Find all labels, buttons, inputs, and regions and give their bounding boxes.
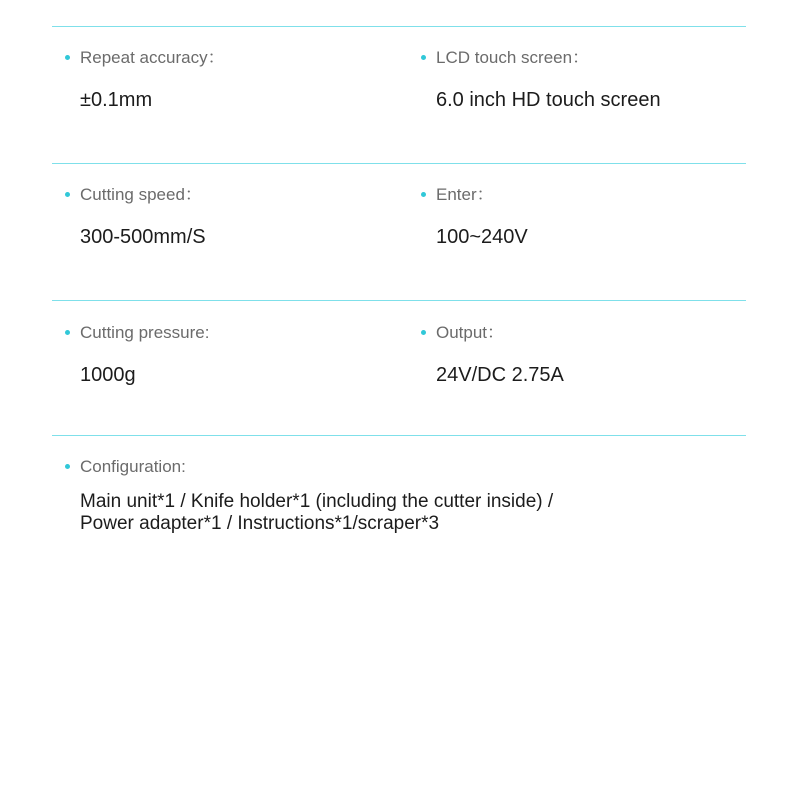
configuration-line: Main unit*1 / Knife holder*1 (including the cutter inside) /	[80, 491, 554, 512]
spec-label: Configuration:	[80, 457, 186, 476]
spec-value: 300-500mm/S	[80, 226, 206, 248]
spec-value: 6.0 inch HD touch screen	[436, 89, 661, 111]
bullet-icon	[65, 192, 70, 197]
spec-label: LCD touch screen：	[436, 48, 590, 67]
configuration-line: Power adapter*1 / Instructions*1/scraper*3	[80, 513, 440, 534]
bullet-icon	[421, 330, 426, 335]
spec-label: Repeat accuracy：	[80, 48, 225, 67]
spec-value: 24V/DC 2.75A	[436, 364, 564, 386]
bullet-icon	[65, 55, 70, 60]
bullet-icon	[65, 330, 70, 335]
spec-value: 100~240V	[436, 226, 528, 248]
bullet-icon	[421, 192, 426, 197]
section-divider	[52, 435, 746, 436]
spec-label: Cutting pressure:	[80, 323, 210, 342]
bullet-icon	[421, 55, 426, 60]
section-divider	[52, 300, 746, 301]
spec-value: ±0.1mm	[80, 89, 153, 111]
spec-label: Cutting speed：	[80, 185, 202, 204]
spec-label: Output：	[436, 323, 505, 342]
section-divider	[52, 26, 746, 27]
spec-value: 1000g	[80, 364, 136, 386]
section-divider	[52, 163, 746, 164]
bullet-icon	[65, 464, 70, 469]
configuration-value	[80, 491, 680, 535]
spec-label: Enter：	[436, 185, 494, 204]
